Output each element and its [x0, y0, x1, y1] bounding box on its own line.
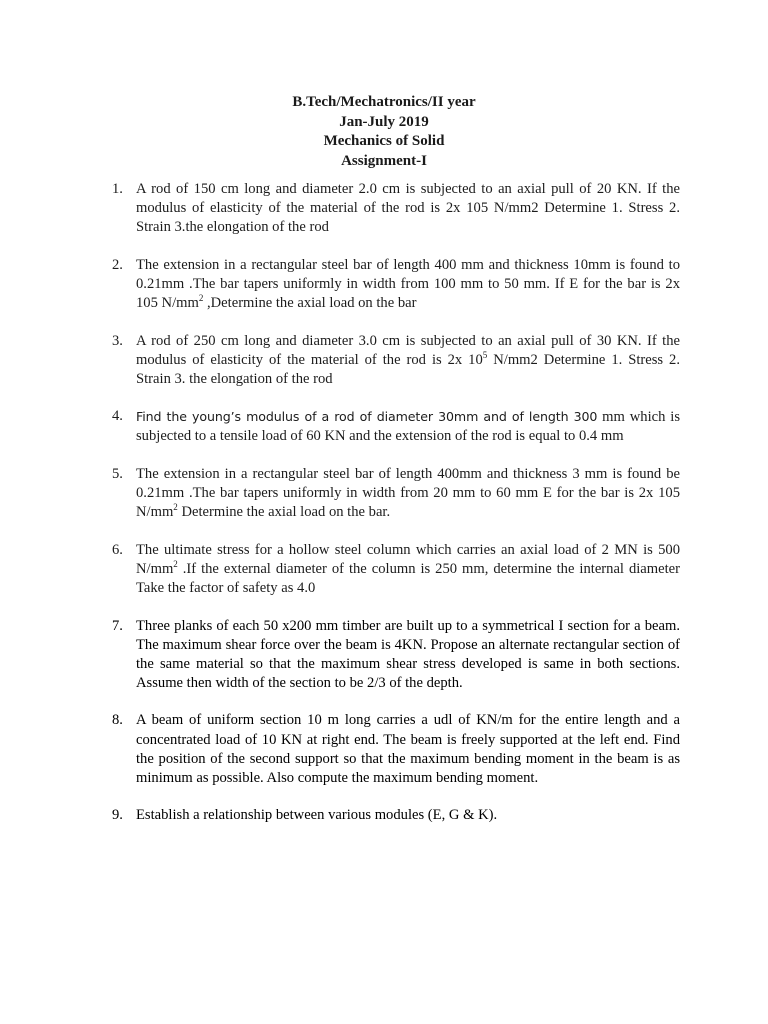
question-text-part: Find the young’s modulus of a rod of diameter 30mm and of length 300	[136, 409, 598, 425]
question-1	[108, 180, 680, 237]
superscript: 2	[198, 293, 204, 304]
question-number: 4.	[112, 408, 123, 425]
assignment-title: Assignment-I	[341, 152, 427, 169]
question-text-part: N/mm2 Determine 1. Stress 2. Strain 3. the elongation of the rod	[136, 351, 680, 387]
question-text	[136, 332, 680, 389]
assignment-header	[0, 93, 768, 171]
superscript: 2	[173, 502, 178, 513]
question-8	[108, 711, 680, 787]
question-text-part: The extension in a rectangular steel bar of length 400 mm and thickness 10mm is found to 0.21mm .The bar tapers uniformly in width from 100 mm to 50 mm. If E for the bar is 2x 105 N/mm	[136, 256, 680, 311]
subject-line: Mechanics of Solid	[323, 133, 445, 149]
question-text: Establish a relationship between various modules (E, G & K).	[136, 807, 498, 824]
question-text-part: ,Determine the axial load on the bar	[203, 294, 417, 311]
question-number: 1.	[112, 181, 123, 197]
question-6	[108, 541, 680, 598]
question-4	[108, 407, 680, 446]
question-text: Three planks of each 50 x200 mm timber are built up to a symmetrical I section for a beam. The maximum shear force over the beam is 4KN. Propose an alternate rectangular section of the same material so that the maximum shear stress developed is same in both sections. Assume then width of the section to be 2/3 of the depth.	[136, 617, 680, 691]
question-text: A rod of 150 cm long and diameter 2.0 cm is subjected to an axial pull of 20 KN. If the modulus of elasticity of the material of the rod is 2x 105 N/mm2 Determine 1. Stress 2. Strain 3.the elongation of the rod	[136, 181, 680, 236]
question-text	[136, 465, 680, 522]
question-text-part: A rod of 250 cm long and diameter 3.0 cm is subjected to an axial pull of 30 KN. If the modulus of elasticity of the material of the rod is 2x 10	[136, 332, 680, 368]
course-line: B.Tech/Mechatronics/II year	[292, 94, 476, 110]
question-text-part: The ultimate stress for a hollow steel column which carries an axial load of 2 MN is 500 N/mm	[136, 541, 680, 577]
question-number: 9.	[112, 807, 123, 824]
question-text-part: mm which is subjected to a tensile load of 60 KN and the extension of the rod is equal to 0.4 mm	[136, 409, 680, 445]
question-5	[108, 465, 680, 522]
question-number: 2.	[112, 256, 123, 273]
superscript: 2	[173, 559, 178, 570]
question-3	[108, 332, 680, 389]
question-text	[136, 256, 680, 313]
session-line: Jan-July 2019	[339, 113, 429, 130]
question-number: 5.	[112, 466, 123, 483]
question-number: 8.	[112, 712, 123, 729]
question-number: 3.	[112, 332, 123, 349]
question-2	[108, 256, 680, 313]
question-text-part: .If the external diameter of the column is 250 mm, determine the internal diameter Take the factor of safety as 4.0	[136, 560, 680, 596]
question-9	[108, 806, 680, 825]
question-list	[108, 180, 680, 844]
question-7	[108, 617, 680, 693]
question-text	[136, 407, 680, 446]
question-text-part: The extension in a rectangular steel bar of length 400mm and thickness 3 mm is found be 0.21mm .The bar tapers uniformly in width from 20 mm to 60 mm E for the bar is 2x 105 N/mm	[136, 466, 680, 521]
question-text: A beam of uniform section 10 m long carries a udl of KN/m for the entire length and a concentrated load of 10 KN at right end. The beam is freely supported at the left end. Find the position of the second support so that the maximum bending moment in the beam is as minimum as possible. Also compute the maximum bending moment.	[136, 712, 680, 786]
question-number: 6.	[112, 541, 123, 558]
question-number: 7.	[112, 617, 123, 634]
superscript: 5	[482, 349, 488, 360]
question-text	[136, 541, 680, 598]
question-text-part: Determine the axial load on the bar.	[177, 504, 391, 521]
